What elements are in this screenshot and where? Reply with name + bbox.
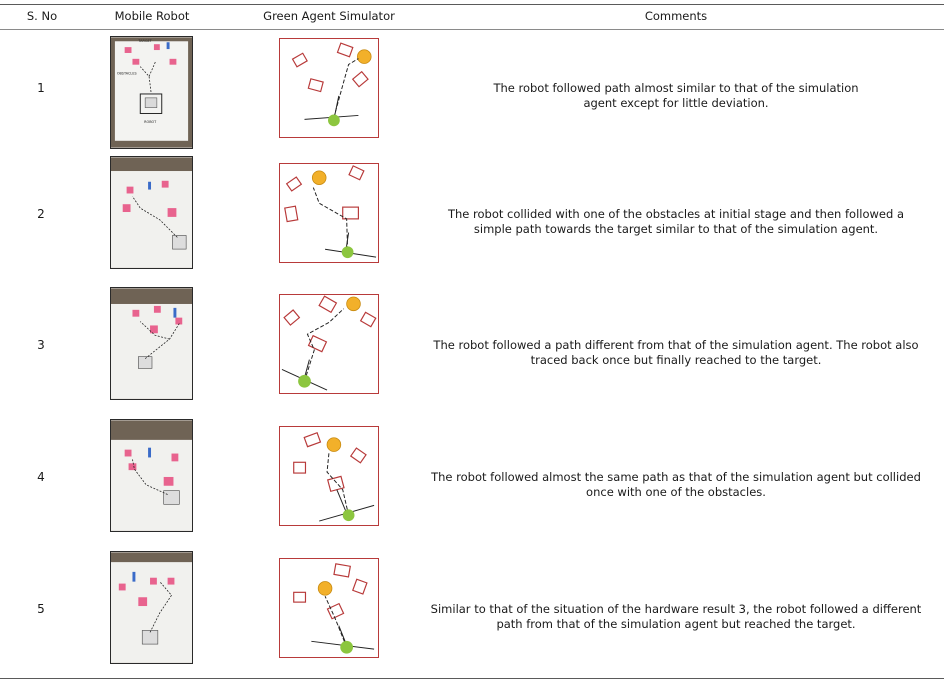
row-1-simulator-view <box>279 38 379 138</box>
row-4-comment-line-2: once with one of the obstacles. <box>586 485 766 499</box>
row-5-simulator-view <box>279 558 379 658</box>
row-4-sim-drawing <box>280 427 378 525</box>
row-1-sno: 1 <box>37 81 45 95</box>
row-1-sim-drawing <box>280 39 378 137</box>
row-1-comment-line-1: The robot followed path almost similar to that of the simulation <box>493 81 859 95</box>
row-4-sno: 4 <box>37 470 45 484</box>
row-5-photo-drawing <box>111 552 192 663</box>
row-5-sno: 5 <box>37 602 45 616</box>
row-1-photo-drawing <box>111 37 192 148</box>
row-5-sim-drawing <box>280 559 378 657</box>
row-3-sim-drawing <box>280 295 378 393</box>
row-1-comment <box>420 81 932 111</box>
row-4-robot-photo <box>110 419 193 532</box>
row-5-comment <box>420 602 932 632</box>
row-2-comment-line-1: The robot collided with one of the obstacles at initial stage and then followed a <box>447 207 904 221</box>
row-5-comment-line-1: Similar to that of the situation of the hardware result 3, the robot followed a different <box>430 602 922 616</box>
row-2-photo-drawing <box>111 157 192 268</box>
row-4-comment-line-1: The robot followed almost the same path as that of the simulation agent but collided <box>431 470 921 484</box>
row-2-comment-line-2: simple path towards the target similar to that of the simulation agent. <box>473 222 879 236</box>
row-3-robot-photo <box>110 287 193 400</box>
row-1-photo-label-robot: ROBOT <box>144 120 157 125</box>
row-1-photo-label-obstacles: OBSTACLES <box>116 71 137 76</box>
row-2-simulator-view <box>279 163 379 263</box>
row-3-comment-line-2: traced back once but finally reached to the target. <box>530 353 822 367</box>
header-comments: Comments <box>644 9 708 23</box>
row-1-comment-line-2: agent except for little deviation. <box>583 96 769 110</box>
row-3-sno: 3 <box>37 338 45 352</box>
row-5-robot-photo <box>110 551 193 664</box>
row-5-comment-line-2: path from that of the simulation agent but reached the target. <box>496 617 856 631</box>
row-3-simulator-view <box>279 294 379 394</box>
header-sno: S. No <box>26 9 58 23</box>
table-top-rule <box>0 4 944 5</box>
row-4-simulator-view <box>279 426 379 526</box>
header-simulator: Green Agent Simulator <box>263 9 395 23</box>
row-2-robot-photo <box>110 156 193 269</box>
row-2-comment <box>420 207 932 237</box>
row-1-photo-label-target: TARGET <box>138 39 152 44</box>
row-3-photo-drawing <box>111 288 192 399</box>
row-3-comment <box>420 338 932 368</box>
row-4-comment <box>420 470 932 500</box>
row-2-sno: 2 <box>37 207 45 221</box>
row-4-photo-drawing <box>111 420 192 531</box>
row-2-sim-drawing <box>280 164 378 262</box>
row-1-robot-photo <box>110 36 193 149</box>
table-bottom-rule <box>0 678 944 679</box>
header-mobile-robot: Mobile Robot <box>114 9 190 23</box>
table-header-rule <box>0 29 944 30</box>
row-3-comment-line-1: The robot followed a path different from that of the simulation agent. The robot also <box>433 338 919 352</box>
